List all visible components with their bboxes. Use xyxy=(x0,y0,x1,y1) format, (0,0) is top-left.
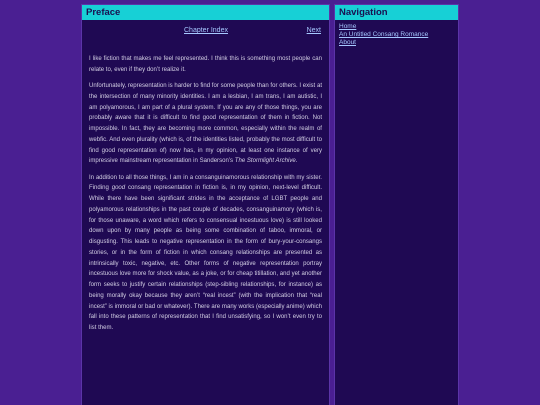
chapter-nav xyxy=(82,26,329,50)
chapter-index-link[interactable]: Chapter Index xyxy=(184,27,228,34)
paragraph-2-end: . xyxy=(295,158,298,165)
page-title: Preface xyxy=(82,5,329,20)
paragraph-3-text: In addition to all those things, I am in a consanguinamorous relationship with my sister. Finding xyxy=(89,174,322,192)
sidebar-title: Navigation xyxy=(335,5,458,20)
paragraph-3-rest: consang representation in fiction is, in my opinion, next-level difficult. While there have been significant strides in the acceptance of LGBT people and polyamorous relationships in the past couple of decades, consanguinamory (which is, for those unaware, a word which refers to consensual incestuous love) is still looked down upon by many people as being some combination of taboo, immoral, or disgusting. This leads to negative representation in the form of bury-your-consangs stories, or in the form of fiction in which consang relationships are presented as intrinsically toxic, negative, etc. Other forms of negative representation portray incestuous love more for shock value, as a joke, or for cheap titillation, and yet another form seeks to justify certain relationships (step-sibling relationships, for instance) as being morally okay because they aren’t “real incest” (with the implication that “real incest” is immoral or bad or whatever). There are many works (especially anime) which fall into these patterns of representation that I find unsatisfying, so I won’t even try to list them. xyxy=(89,185,323,331)
nav-about-link[interactable]: About xyxy=(339,39,356,46)
paragraph-2-text: Unfortunately, representation is harder to find for some people than for others. I exist at the intersection of many minority identities. I am a lesbian, I am trans, I am autistic, I am polyamorous, I am part of a plural system. If you are any of those things, you are probably aware that it is difficult to find good representation of them in fiction. Not impossible. In fact, they are becoming more common, especially within the realm of webfic. And even plurality (which is, of the identities listed, probably the most difficult to find good representation of) now has, in my opinion, at least one instance of very impressive mainstream representation in Sanderson’s xyxy=(89,83,322,165)
paragraph-2 xyxy=(89,81,322,167)
book-title: The Stormlight Archive xyxy=(234,158,296,165)
sidebar-links xyxy=(335,20,458,50)
emphasis-good: good xyxy=(111,185,126,192)
paragraph-1: I like fiction that makes me feel represented. I think this is something most people can relate to, even if they don’t realize it. xyxy=(89,56,322,73)
article-body xyxy=(82,54,329,334)
paragraph-3 xyxy=(89,173,322,334)
next-link[interactable]: Next xyxy=(306,27,321,34)
navigation-sidebar xyxy=(334,4,459,405)
main-panel xyxy=(81,4,330,405)
nav-home-link[interactable]: Home xyxy=(339,23,357,30)
nav-story-link[interactable]: An Untitled Consang Romance xyxy=(339,31,429,38)
